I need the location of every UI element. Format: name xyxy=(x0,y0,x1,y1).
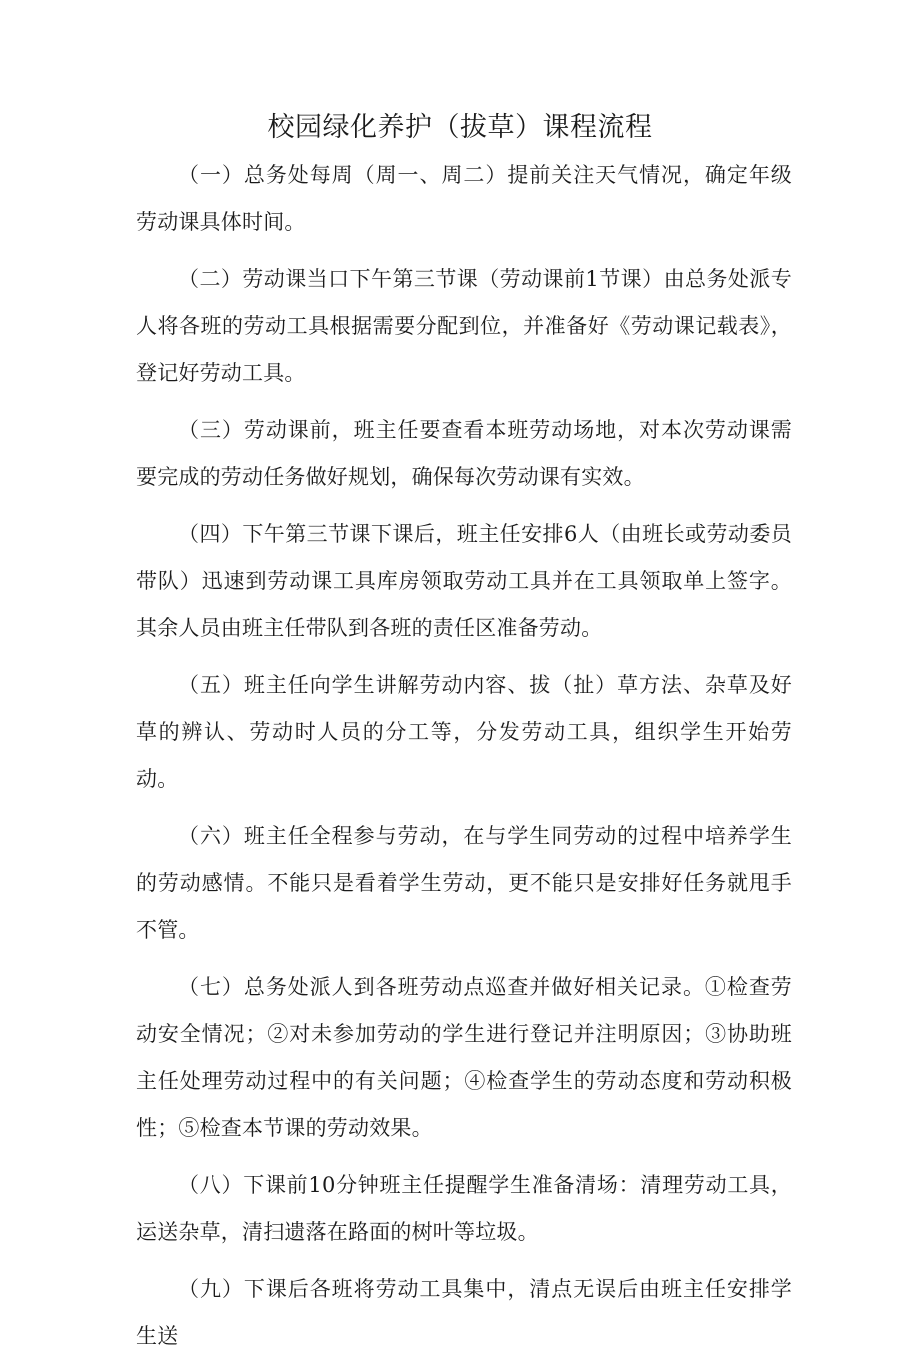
paragraph-2: （二）劳动课当口下午第三节课（劳动课前1节课）由总务处派专人将各班的劳动工具根据需要分配到位，并准备好《劳动课记载表》，登记好劳动工具。 xyxy=(136,267,792,385)
document-body xyxy=(136,152,792,1370)
paragraph-6: （六）班主任全程参与劳动，在与学生同劳动的过程中培养学生的劳动感情。不能只是看着学生劳动，更不能只是安排好任务就甩手不管。 xyxy=(136,824,792,942)
paragraph-5: （五）班主任向学生讲解劳动内容、拔（扯）草方法、杂草及好草的辨认、劳动时人员的分工等，分发劳动工具，组织学生开始劳动。 xyxy=(136,673,792,791)
paragraph-9: （九）下课后各班将劳动工具集中，清点无误后由班主任安排学生送 xyxy=(136,1277,792,1348)
document-title: 校园绿化养护（拔草）课程流程 xyxy=(267,112,653,143)
paragraph-3: （三）劳动课前，班主任要查看本班劳动场地，对本次劳动课需要完成的劳动任务做好规划，确保每次劳动课有实效。 xyxy=(136,418,792,489)
paragraph-7: （七）总务处派人到各班劳动点巡查并做好相关记录。①检查劳动安全情况；②对未参加劳动的学生进行登记并注明原因；③协助班主任处理劳动过程中的有关问题；④检查学生的劳动态度和劳动积极性；⑤检查本节课的劳动效果。 xyxy=(136,975,792,1140)
paragraph-8: （八）下课前10分钟班主任提醒学生准备清场：清理劳动工具，运送杂草，清扫遗落在路面的树叶等垃圾。 xyxy=(136,1173,792,1244)
paragraph-4: （四）下午第三节课下课后，班主任安排6人（由班长或劳动委员带队）迅速到劳动课工具库房领取劳动工具并在工具领取单上签字。其余人员由班主任带队到各班的责任区准备劳动。 xyxy=(136,522,792,640)
paragraph-1: （一）总务处每周（周一、周二）提前关注天气情况，确定年级劳动课具体时间。 xyxy=(136,163,792,234)
